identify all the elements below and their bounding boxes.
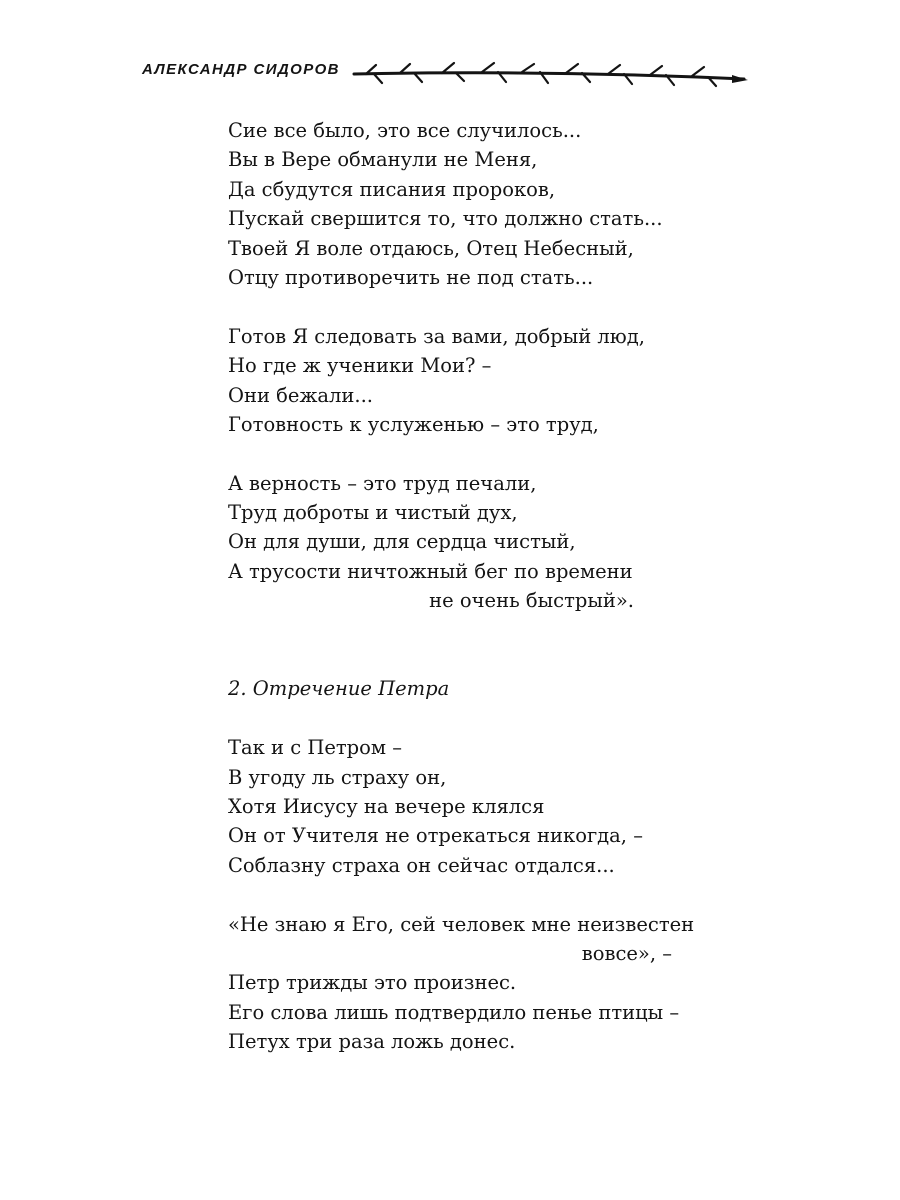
poem-line: Но где ж ученики Мои? – [228,354,492,378]
poem-line: Готов Я следовать за вами, добрый люд, [228,324,645,348]
poem-line: Соблазну страха он сейчас отдался... [228,853,615,877]
poem-line: Готовность к услуженью – это труд, [228,412,599,436]
poem-line: Хотя Иисусу на вечере клялся [228,795,545,818]
running-header [142,56,752,96]
poem-line: А трусости ничтожный бег по времени [228,559,633,583]
poem-line: В угоду ль страху он, [228,765,447,789]
poem-line: Они бежали... [228,383,374,407]
poem-line-continuation: не очень быстрый». [429,589,634,613]
poem-line: Сие все было, это все случилось... [228,119,582,142]
author-name: АЛЕКСАНДР СИДОРОВ [142,61,340,78]
poem-line: А верность – это труд печали, [228,471,537,495]
poem-line: Он для души, для сердца чистый, [228,530,576,554]
poem-line: Твоей Я воле отдаюсь, Отец Небесный, [228,236,634,260]
poem-line: Пускай свершится то, что должно стать... [228,207,663,231]
poem-line: Отцу противоречить не под стать... [228,265,594,289]
poem-line: Вы в Вере обманули не Меня, [228,148,538,172]
poem-line: Петух три раза ложь донес. [228,1030,516,1054]
poem-line-continuation: вовсе», – [581,941,672,965]
poem-body [228,116,788,1057]
poem-line: Петр трижды это произнес. [228,971,517,995]
poem-line: Да сбудутся писания пророков, [228,177,556,201]
poem-line: Его слова лишь подтвердило пенье птицы – [228,1000,680,1024]
section-title: 2. Отречение Петра [228,677,450,701]
thorn-branch-icon [352,56,752,96]
poem-line: Он от Учителя не отрекаться никогда, – [228,824,643,848]
poem-line: «Не знаю я Его, сей человек мне неизвестен [228,912,695,936]
poem-line: Труд доброты и чистый дух, [228,501,518,525]
poem-line: Так и с Петром – [228,736,403,760]
